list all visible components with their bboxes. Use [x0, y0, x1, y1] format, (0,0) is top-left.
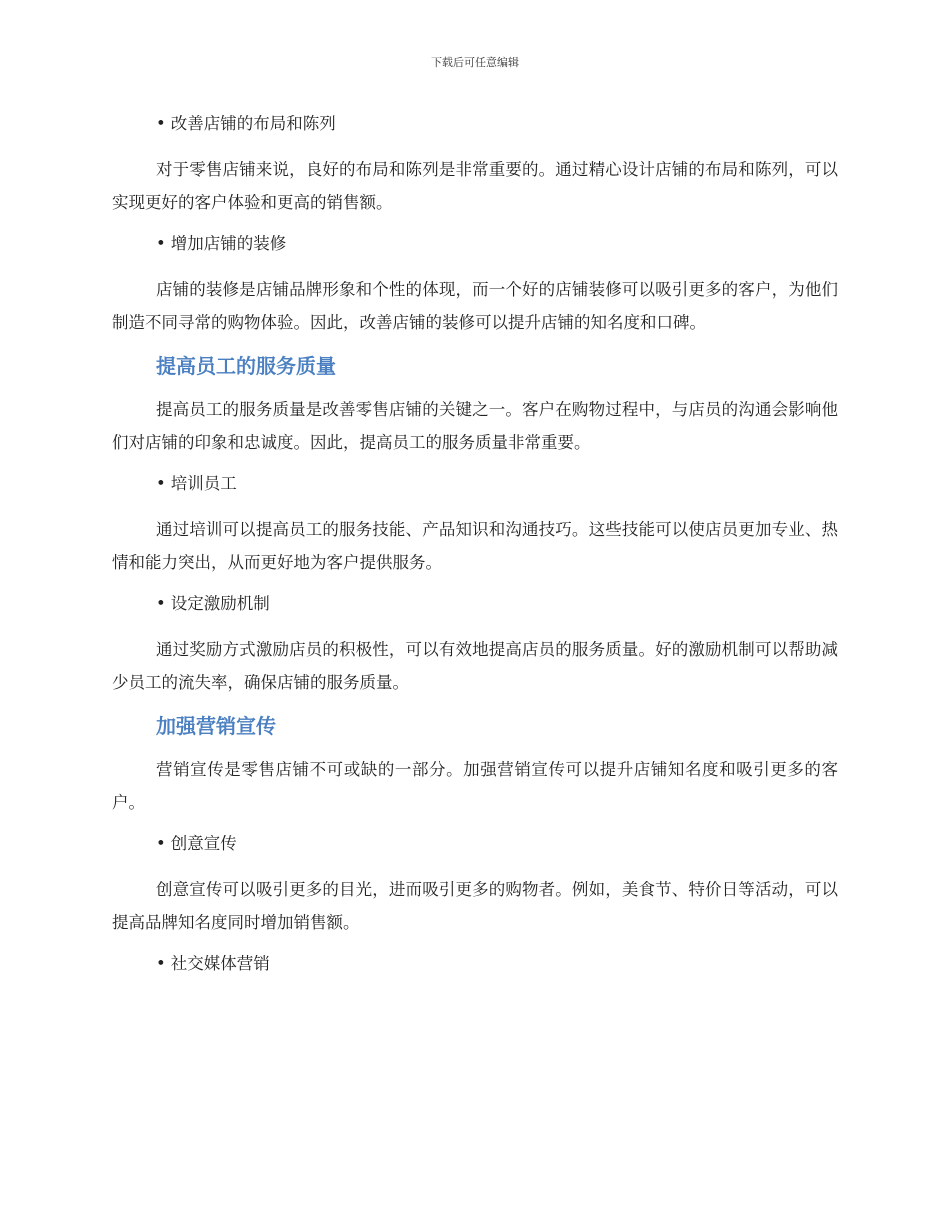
bullet-dot: • — [156, 234, 166, 253]
bullet-text: 增加店铺的装修 — [170, 234, 287, 253]
bullet-dot: • — [156, 474, 166, 493]
bullet-item — [112, 471, 838, 497]
paragraph: 通过培训可以提高员工的服务技能、产品知识和沟通技巧。这些技能可以使店员更加专业、热情和能力突出，从而更好地为客户提供服务。 — [112, 520, 838, 572]
bullet-text: 培训员工 — [170, 474, 237, 493]
document-body — [112, 111, 838, 993]
bullet-dot: • — [156, 114, 166, 133]
paragraph: 对于零售店铺来说，良好的布局和陈列是非常重要的。通过精心设计店铺的布局和陈列，可以实现更好的客户体验和更高的销售额。 — [112, 160, 838, 212]
bullet-text: 改善店铺的布局和陈列 — [170, 114, 336, 133]
bullet-text: 社交媒体营销 — [170, 954, 270, 973]
bullet-item — [112, 591, 838, 617]
bullet-text: 创意宣传 — [170, 834, 237, 853]
paragraph: 提高员工的服务质量是改善零售店铺的关键之一。客户在购物过程中，与店员的沟通会影响他们对店铺的印象和忠诚度。因此，提高员工的服务质量非常重要。 — [112, 400, 838, 452]
bullet-item — [112, 831, 838, 857]
paragraph: 创意宣传可以吸引更多的目光，进而吸引更多的购物者。例如，美食节、特价日等活动，可以提高品牌知名度同时增加销售额。 — [112, 880, 838, 932]
bullet-dot: • — [156, 834, 166, 853]
bullet-item — [112, 231, 838, 257]
section-heading: 加强营销宣传 — [156, 714, 276, 738]
paragraph: 通过奖励方式激励店员的积极性，可以有效地提高店员的服务质量。好的激励机制可以帮助减少员工的流失率，确保店铺的服务质量。 — [112, 640, 838, 692]
page-header: 下载后可任意编辑 — [431, 56, 519, 69]
bullet-item — [112, 951, 838, 977]
bullet-dot: • — [156, 594, 166, 613]
bullet-dot: • — [156, 954, 166, 973]
section-heading: 提高员工的服务质量 — [156, 354, 336, 378]
paragraph: 营销宣传是零售店铺不可或缺的一部分。加强营销宣传可以提升店铺知名度和吸引更多的客户。 — [112, 760, 838, 812]
paragraph: 店铺的装修是店铺品牌形象和个性的体现，而一个好的店铺装修可以吸引更多的客户，为他们制造不同寻常的购物体验。因此，改善店铺的装修可以提升店铺的知名度和口碑。 — [112, 280, 838, 332]
bullet-text: 设定激励机制 — [170, 594, 270, 613]
bullet-item — [112, 111, 838, 137]
